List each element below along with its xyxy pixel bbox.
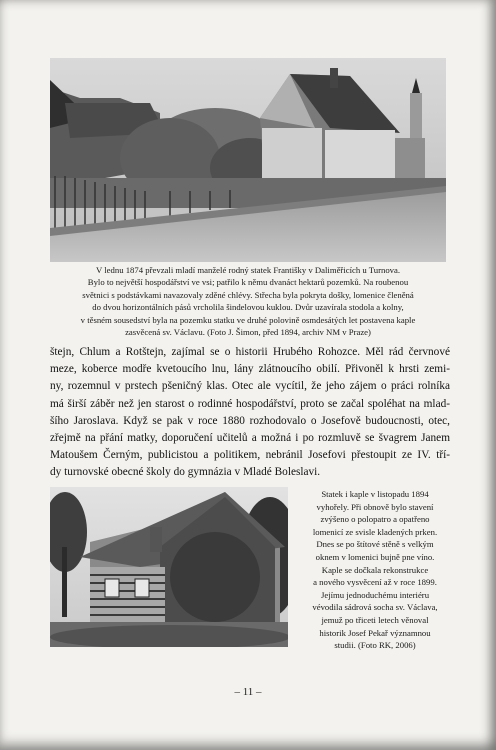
caption-line: Dnes se po štítové stěně s velkým [316,539,434,550]
photo-caption-side [296,488,454,652]
caption-line: lomenicí ze svisle kladených prken. [312,526,438,537]
caption-line: vyhořely. Při obnově bylo stavení [316,501,434,512]
caption-line: a nového vysvěcení až v roce 1899. [313,577,437,588]
caption-line: historik Josef Pekař významnou [319,627,431,638]
caption-line: oknem v lomenici bujně pne víno. [315,551,435,562]
caption-line: zasvěcená sv. Václavu. (Foto J. Šimon, před 1894, archiv NM v Praze) [125,327,371,338]
body-line: dy turnovské obecné školy do gymnázia v Mladé Boleslavi. [50,466,321,479]
body-line: štejn, Chlum a Rotštejn, zajímal se o historii Hrubého Rohozce. Měl rád červnové [50,346,450,358]
caption-line: studii. (Foto RK, 2006) [334,640,416,651]
photo-farmstead-1894 [50,58,446,262]
body-line: meze, koberce modře kvetoucího lnu, lány zlátnoucího obilí. Přivoněl k hrsti zemi- [50,363,450,376]
caption-line: vévodila sádrová socha sv. Václava, [312,602,438,613]
caption-line: zvýšeno o polopatro a opatřeno [320,514,430,525]
caption-line: do dvou horizontálních pásů vrcholila šindelovou kuklou. Dvůr uzavírala stodola a kolny, [92,302,404,313]
caption-line: Bylo to největší hospodářství ve vsi; patřilo k němu dvanáct hektarů pozemků. Na roubenou [87,277,409,288]
body-line: zřejmě na přání matky, doporučení učitelů a možná i po rozmluvě se švagrem Janem [50,432,450,445]
body-paragraph [50,344,450,482]
body-line: Matoušem Černým, publicistou a politikem, nebránil Josefovi přestoupit ze IV. tří- [50,449,450,462]
caption-line: Jejímu jednoduchému interiéru [320,589,430,600]
caption-line: jemuž po třiceti letech věnoval [321,614,429,625]
caption-line: Kaple se dočkala rekonstrukce [321,564,429,575]
body-line: šího Jaroslava. Když se pak v roce 1880 rozhodovalo o Josefově budoucnosti, otec, [50,414,450,427]
caption-line: v těsném sousedství byla na pozemku statku ve druhé polovině osmdesátých let postavena kaple [80,314,416,325]
caption-line: světnici s podstávkami navazovaly zděné chlévy. Střecha byla pokryta došky, lomenice členěná [82,289,414,300]
photo-caption-top [48,264,448,338]
body-line: ny, rozemnul v prstech pšeničný klas. Otec ale vycítil, že jeho zájem o práci rolníka [50,380,450,393]
caption-line: V lednu 1874 převzali mladí manželé rodný statek Františky v Daliměřicích u Turnova. [95,265,401,275]
photo-farmstead-2006 [50,487,288,647]
page-number: – 11 – [234,686,262,698]
caption-line: Statek i kaple v listopadu 1894 [321,489,429,499]
body-line: má širší záběr než jen starost o rodinné hospodářství, proto se začal spoléhat na mlad- [50,397,450,410]
